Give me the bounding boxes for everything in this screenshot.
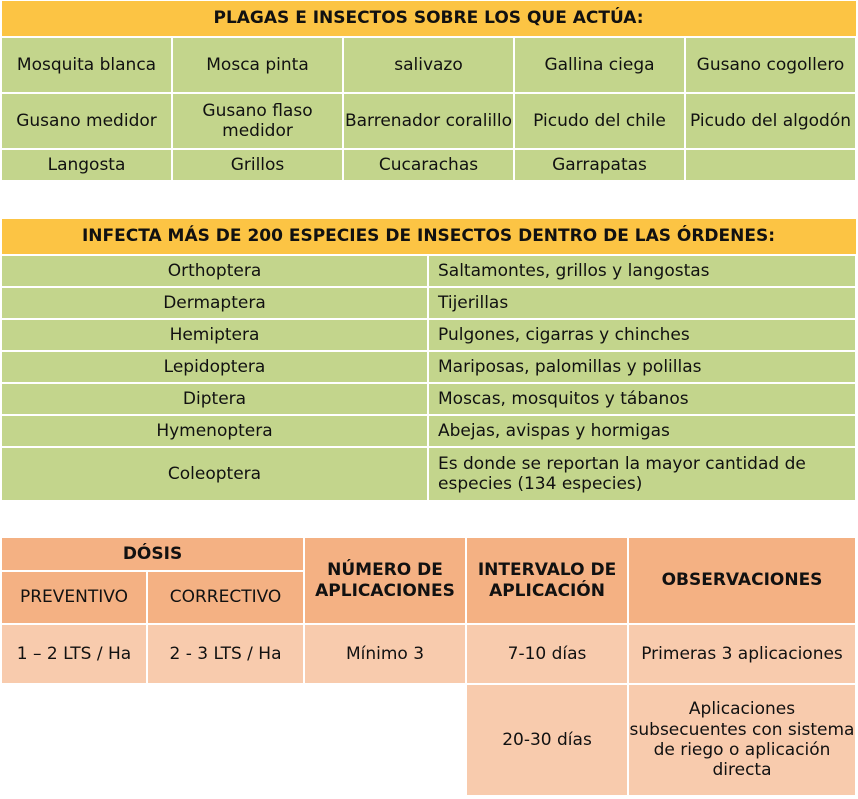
preventive-dose: 1 – 2 LTS / Ha	[1, 624, 147, 684]
pest-cell: Garrapatas	[514, 149, 685, 181]
pest-cell: Gusano cogollero	[685, 37, 856, 93]
pests-table	[0, 0, 857, 182]
corrective-dose: 2 - 3 LTS / Ha	[147, 624, 304, 684]
applications-number-header: NÚMERO DE APLICACIONES	[304, 537, 466, 624]
preventive-header: PREVENTIVO	[1, 571, 147, 624]
interval-value: 7-10 días	[466, 624, 628, 684]
pest-cell: Grillos	[172, 149, 343, 181]
dosis-header: DÓSIS	[1, 537, 304, 571]
order-description: Tijerillas	[428, 287, 856, 319]
orders-table	[0, 218, 857, 502]
order-description: Mariposas, palomillas y polillas	[428, 351, 856, 383]
order-description: Abejas, avispas y hormigas	[428, 415, 856, 447]
applications-number: Mínimo 3	[304, 624, 466, 684]
pest-cell-empty	[685, 149, 856, 181]
order-name: Hymenoptera	[1, 415, 428, 447]
pest-cell: Mosquita blanca	[1, 37, 172, 93]
order-description: Moscas, mosquitos y tábanos	[428, 383, 856, 415]
pest-cell: salivazo	[343, 37, 514, 93]
observations-value: Aplicaciones subsecuentes con sistema de riego o aplicación directa	[628, 684, 856, 796]
pest-cell: Picudo del algodón	[685, 93, 856, 149]
interval-header: INTERVALO DE APLICACIÓN	[466, 537, 628, 624]
order-description: Pulgones, cigarras y chinches	[428, 319, 856, 351]
observations-header: OBSERVACIONES	[628, 537, 856, 624]
order-description: Es donde se reportan la mayor cantidad de especies (134 especies)	[428, 447, 856, 501]
pest-cell: Gusano medidor	[1, 93, 172, 149]
observations-value: Primeras 3 aplicaciones	[628, 624, 856, 684]
corrective-header: CORRECTIVO	[147, 571, 304, 624]
pest-cell: Gusano flaso medidor	[172, 93, 343, 149]
order-name: Coleoptera	[1, 447, 428, 501]
pest-cell: Barrenador coralillo	[343, 93, 514, 149]
pest-cell: Cucarachas	[343, 149, 514, 181]
order-name: Hemiptera	[1, 319, 428, 351]
order-name: Dermaptera	[1, 287, 428, 319]
order-name: Diptera	[1, 383, 428, 415]
empty-area	[1, 684, 466, 796]
order-description: Saltamontes, grillos y langostas	[428, 255, 856, 287]
pests-table-title: PLAGAS E INSECTOS SOBRE LOS QUE ACTÚA:	[1, 1, 856, 38]
order-name: Lepidoptera	[1, 351, 428, 383]
order-name: Orthoptera	[1, 255, 428, 287]
dosage-table	[0, 536, 857, 797]
interval-value: 20-30 días	[466, 684, 628, 796]
pest-cell: Mosca pinta	[172, 37, 343, 93]
orders-table-title: INFECTA MÁS DE 200 ESPECIES DE INSECTOS DENTRO DE LAS ÓRDENES:	[1, 219, 856, 256]
pest-cell: Langosta	[1, 149, 172, 181]
pest-cell: Gallina ciega	[514, 37, 685, 93]
pest-cell: Picudo del chile	[514, 93, 685, 149]
